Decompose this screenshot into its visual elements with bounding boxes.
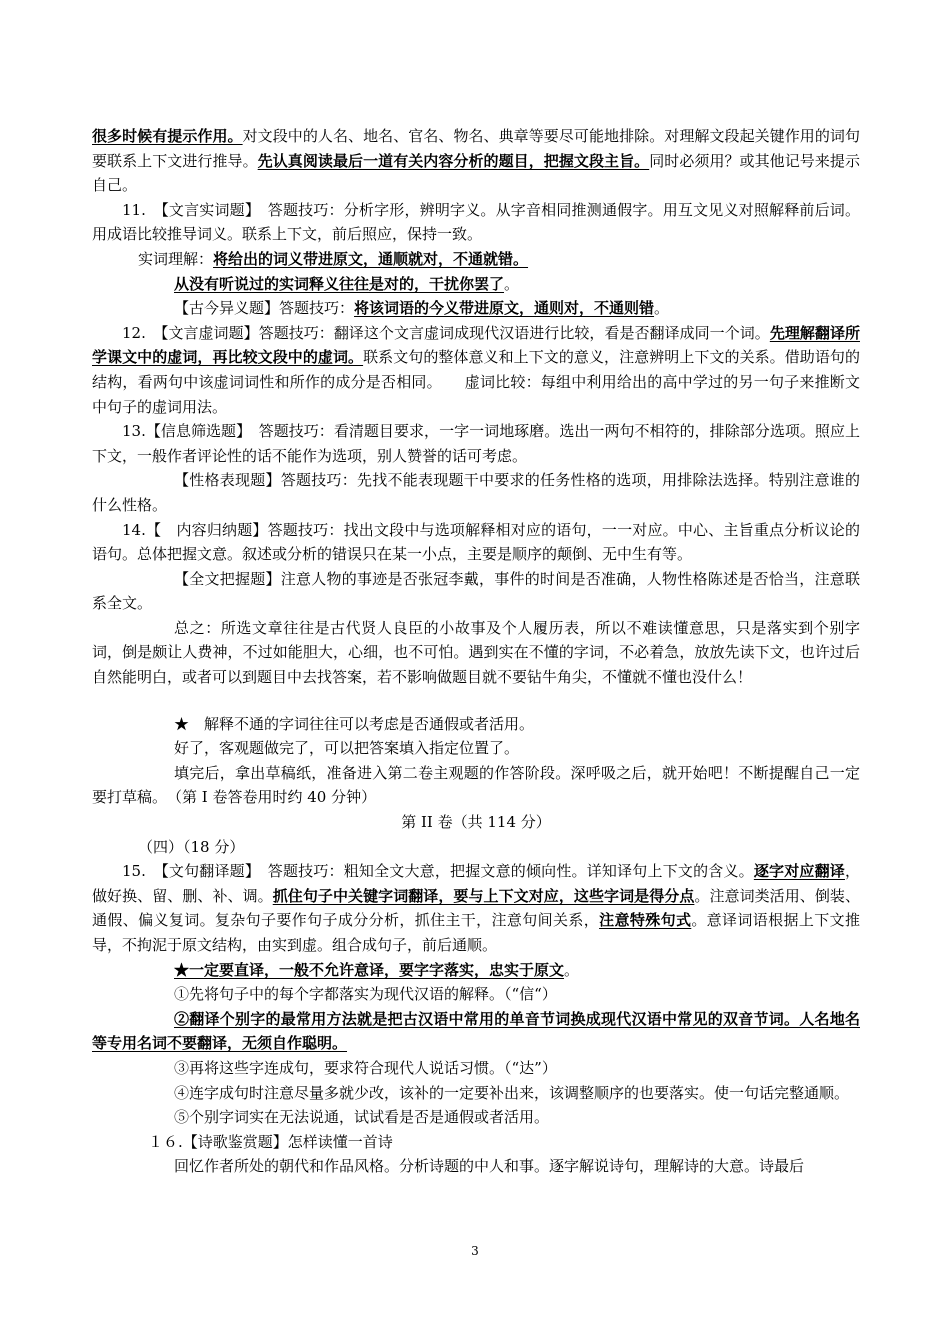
item-12: 12. 【文言虚词题】答题技巧：翻译这个文言虚词成现代汉语进行比较，看是否翻译成同一个词。先理解翻译所学课文中的虚词，再比较文段中的虚词。联系文句的整体意义和上下文的意义，注意辨明上下文的关系。借助语句的结构，看两句中该虚词词性和所作的成分是否相同。 虚词比较：每组中利用给出的高中学过的另一句子来推断文中句子的虚词用法。: [92, 323, 860, 416]
emphasis: 先认真阅读最后一道有关内容分析的题目，把握文段主旨。: [257, 151, 650, 170]
emphasis: ★一定要直译，一般不允许意译，要字字落实，忠实于原文: [174, 960, 565, 979]
shici-line: 实词理解：将给出的词义带进原文，通顺就对，不通就错。: [138, 249, 529, 268]
step-2: ②翻译个别字的最常用方法就是把古汉语中常用的单音节词换成现代汉语中常见的双音节词。人名地名等专用名词不要翻译，无须自作聪明。: [92, 1009, 860, 1053]
step-1: ①先将句子中的每个字都落实为现代汉语的解释。（“信“）: [174, 985, 557, 1004]
step-3: ③再将这些字连成句，要求符合现代人说话习惯。（“达”）: [174, 1058, 557, 1077]
item-15: 15. 【文句翻译题】 答题技巧：粗知全文大意，把握文意的倾向性。详知译句上下文的含义。逐字对应翻译，做好换、留、删、补、调。抓住句子中关键字词翻译，要与上下文对应，这些字词是得分点。注意词类活用、倒装、通假、偏义复词。复杂句子要作句子成分分析，抓住主干，注意句间关系，注意特殊句式。意译词语根据上下文推导，不拘泥于原文结构，由实到虚。组合成句子，前后通顺。: [92, 862, 860, 954]
item-16: １６.【诗歌鉴赏题】怎样读懂一首诗: [148, 1132, 393, 1151]
paragraph-intro: 很多时候有提示作用。对文段中的人名、地名、官名、物名、典章等要尽可能地排除。对理解文段起关键作用的词句要联系上下文进行推导。先认真阅读最后一道有关内容分析的题目，把握文段主旨。同时必须用？或其他记号来提示自己。: [92, 127, 860, 195]
emphasis: 很多时候有提示作用。: [92, 127, 243, 145]
emphasis: 逐字对应翻译: [753, 862, 845, 881]
emphasis: 将该词语的今义带进原文，通则对，不通则错: [354, 299, 655, 318]
emphasis: 从没有听说过的实词释义往往是对的，干扰你罢了: [174, 274, 505, 293]
spacer: [92, 690, 860, 712]
step-4: ④连字成句时注意尽量多就少改，该补的一定要补出来，该调整顺序的也要落实。使一句话完整通顺。: [174, 1083, 850, 1102]
tianwan-line: 填完后，拿出草稿纸，准备进入第二卷主观题的作答阶段。深呼吸之后，就开始吧！不断提醒自己一定要打草稿。 （第 I 卷答卷用时约 40 分钟）: [92, 763, 860, 807]
item-14: 14.【 内容归纳题】答题技巧：找出文段中与选项解释相对应的语句，一一对应。中心、主旨重点分析议论的语句。总体把握文意。叙述或分析的错误只在某一小点，主要是顺序的颠倒、无中生有等。: [92, 520, 860, 564]
gujin-line: 【古今异义题】答题技巧：将该词语的今义带进原文，通则对，不通则错。: [174, 299, 670, 318]
quanwen-line: 【全文把握题】注意人物的事迹是否张冠李戴，事件的时间是否准确，人物性格陈述是否恰当，注意联系全文。: [92, 569, 860, 613]
document-page: [92, 124, 860, 1179]
xingge-line: 【性格表现题】答题技巧：先找不能表现题干中要求的任务性格的选项，用排除法选择。特别注意谁的什么性格。: [92, 471, 860, 514]
step-5: ⑤个别字词实在无法说通，试试看是否是通假或者活用。: [174, 1108, 550, 1127]
star-rule: ★一定要直译，一般不允许意译，要字字落实，忠实于原文。: [174, 960, 580, 979]
emphasis: 将给出的词义带进原文，通顺就对，不通就错。: [213, 249, 529, 268]
star-note: ★ 解释不通的字词往往可以考虑是否通假或者活用。: [174, 714, 535, 733]
item-13: 13.【信息筛选题】 答题技巧：看清题目要求，一字一词地琢磨。选出一两句不相符的，排除部分选项。照应上下文，一般作者评论性的话不能作为选项，别人赞誉的话可考虑。: [92, 422, 860, 465]
part-four-heading: （四）（18 分）: [138, 837, 245, 856]
emphasis: 先理解翻译所学课文中的虚词，再比较文段中的虚词。: [92, 323, 860, 367]
item-11: 11. 【文言实词题】 答题技巧：分析字形，辨明字义。从字音相同推测通假字。用互文见义对照解释前后词。用成语比较推导词义。联系上下文，前后照应，保持一致。: [92, 200, 860, 244]
haole-line: 好了，客观题做完了，可以把答案填入指定位置了。: [174, 739, 520, 758]
meiting-line: 从没有听说过的实词释义往往是对的，干扰你罢了。: [174, 274, 520, 293]
item-16-text: 回忆作者所处的朝代和作品风格。分析诗题的中人和事。逐字解说诗句，理解诗的大意。诗最后: [174, 1157, 805, 1176]
emphasis: 注意特殊句式: [599, 911, 692, 930]
summary-paragraph: 总之：所选文章往往是古代贤人良臣的小故事及个人履历表，所以不难读懂意思，只是落实到个别字词，倒是颇让人费神，不过如能胆大，心细，也不可怕。遇到实在不懂的字词，不必着急，放放先读下文，也许过后自然能明白，或者可以到题目中去找答案，若不影响做题目就不要钻牛角尖，不懂就不懂也没什么！: [92, 618, 860, 687]
section-title: 第 II 卷（共 114 分）: [401, 813, 551, 832]
emphasis: 抓住句子中关键字词翻译，要与上下文对应，这些字词是得分点: [272, 886, 695, 905]
page-number: 3: [471, 1244, 479, 1258]
